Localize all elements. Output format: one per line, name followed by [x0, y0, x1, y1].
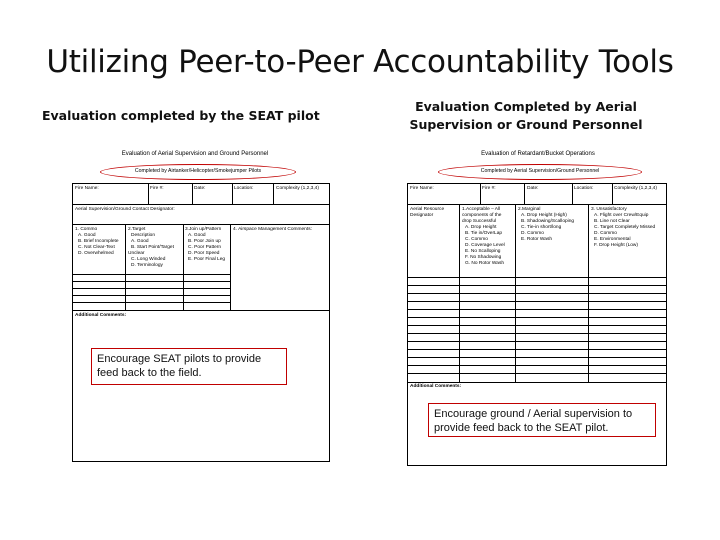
left-designator-label: Aerial Supervision/Ground Contact Designator: — [75, 207, 175, 212]
left-form-title: Evaluation of Aerial Supervision and Ground Personnel — [121, 151, 269, 157]
right-form-title: Evaluation of Retardant/Bucket Operations — [481, 151, 595, 157]
divider — [73, 224, 329, 225]
grid-row-line — [73, 281, 230, 282]
grid-row-line — [408, 285, 666, 286]
grid-row-line — [408, 309, 666, 310]
divider — [73, 204, 329, 205]
divider — [480, 184, 481, 204]
grid-row-line — [408, 365, 666, 366]
divider — [148, 184, 149, 204]
divider — [408, 382, 666, 383]
divider — [73, 310, 329, 311]
grid-row-line — [73, 295, 230, 296]
left-heading: Evaluation completed by the SEAT pilot — [42, 108, 320, 123]
grid-row-line — [408, 293, 666, 294]
grid-row-line — [408, 349, 666, 350]
right-fire-name-label: Fire Name: — [410, 186, 434, 191]
divider — [572, 184, 573, 204]
slide-title: Utilizing Peer-to-Peer Accountability Tools — [46, 44, 674, 80]
left-completed-by-oval: Completed by Airtanker/Helicopter/Smokejumper Pilots — [100, 164, 296, 180]
left-evaluation-form — [72, 183, 330, 462]
grid-row-line — [408, 373, 666, 374]
grid-row-line — [408, 325, 666, 326]
right-unsatisfactory-criteria: 3. Unsatisfactory A. Flight over Crew/Equip B. Line not Clear C. Target Completely Missed D. Commo E. Environmental F. Drop Height (Low) — [591, 207, 656, 248]
right-completed-by-oval: Completed by Aerial Supervision/Ground Personnel — [438, 164, 642, 180]
divider — [192, 184, 193, 204]
right-date-label: Date: — [527, 186, 539, 191]
left-date-label: Date: — [194, 186, 206, 191]
grid-row-line — [408, 333, 666, 334]
right-heading: Evaluation Completed by Aerial Supervision or Ground Personnel — [409, 99, 643, 132]
grid-row-line — [408, 301, 666, 302]
left-airspace-comments-label: 4. Airspace Management Comments: — [233, 227, 312, 232]
divider — [273, 184, 274, 204]
left-callout: Encourage SEAT pilots to provide feed back to the field. — [91, 348, 287, 385]
right-marginal-criteria: 2.Marginal A. Drop Height (High) B. Shadowing/Scalloping C. Tie-in short/long D. Commo E. Rotor Wash — [518, 207, 575, 242]
right-location-label: Location: — [574, 186, 594, 191]
left-additional-comments-label: Additional Comments: — [75, 313, 127, 318]
left-commo-criteria: 1. Commo A. Good B. Brief Incomplete C. Not Clear-Text D. Overwhelmed — [75, 227, 119, 256]
divider — [232, 184, 233, 204]
divider — [230, 224, 231, 310]
left-complexity-label: Complexity (1,2,3,4) — [276, 186, 319, 191]
grid-row-line — [408, 341, 666, 342]
right-complexity-label: Complexity (1,2,3,4) — [614, 186, 657, 191]
right-acceptable-criteria: 1.Acceptable – All components of the drop Successful A. Drop Height B. Tie in/OverLap C. Commo D. Coverage Level E. No Scalloping F. No Shadowing G. No Rotor Wash — [462, 207, 505, 266]
grid-row-line — [73, 302, 230, 303]
grid-row-line — [408, 277, 666, 278]
left-target-criteria: 2.Target Description A. Good B. Start Point/Target Unclear C. Long Winded D. Terminology — [128, 227, 174, 268]
left-location-label: Location: — [234, 186, 254, 191]
grid-row-line — [408, 357, 666, 358]
divider — [125, 224, 126, 310]
right-callout: Encourage ground / Aerial supervision to provide feed back to the SEAT pilot. — [428, 403, 656, 437]
divider — [524, 184, 525, 204]
grid-row-line — [73, 274, 230, 275]
left-joinup-criteria: 3.Join up/Pattern A. Good B. Poor Join up C. Poor Pattern D. Poor Speed E. Poor Final Leg — [185, 227, 226, 262]
divider — [612, 184, 613, 204]
divider — [183, 224, 184, 310]
left-fire-no-label: Fire #: — [150, 186, 164, 191]
grid-row-line — [73, 288, 230, 289]
right-additional-comments-label: Additional Comments: — [410, 384, 462, 389]
right-resource-designator-label: Aerial Resource Designator — [410, 207, 445, 218]
left-fire-name-label: Fire Name: — [75, 186, 99, 191]
grid-row-line — [408, 317, 666, 318]
right-fire-no-label: Fire #: — [482, 186, 496, 191]
divider — [408, 204, 666, 205]
